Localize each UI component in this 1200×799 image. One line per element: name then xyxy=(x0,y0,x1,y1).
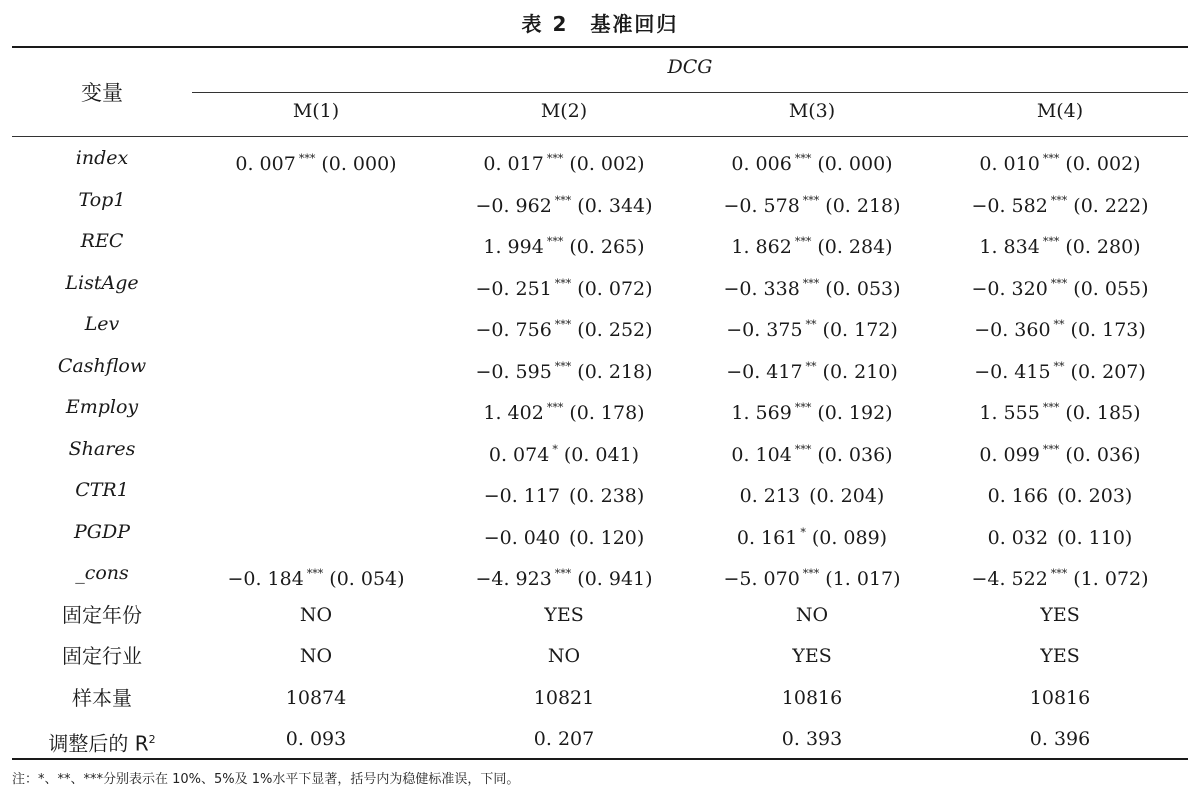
standard-error: (0. 002) xyxy=(569,153,645,175)
table-cell: 10816 xyxy=(1029,686,1091,709)
row-label: Top1 xyxy=(78,188,126,211)
table-cell xyxy=(440,221,688,263)
table-row xyxy=(12,636,1188,678)
coefficient: 0. 104 xyxy=(731,443,792,466)
table-cell: 10874 xyxy=(285,686,347,709)
table-cell xyxy=(440,180,688,222)
table-cell xyxy=(688,512,936,554)
table-row xyxy=(12,719,1188,761)
table-cell xyxy=(688,263,936,305)
table-cell xyxy=(192,470,440,512)
significance-stars: ** xyxy=(1053,318,1065,331)
table-cell xyxy=(440,263,688,305)
standard-error: (0. 203) xyxy=(1057,485,1133,507)
significance-stars: *** xyxy=(1042,152,1060,165)
row-label-text: 调整后的 R xyxy=(48,731,149,756)
row-label xyxy=(12,719,192,761)
table-cell xyxy=(936,304,1184,346)
table-cell xyxy=(688,470,936,512)
row-label: Cashflow xyxy=(57,354,147,377)
table-cell: 0. 207 xyxy=(533,728,595,750)
table-cell xyxy=(936,221,1184,263)
coefficient: −0. 040 xyxy=(483,526,561,549)
table-cell: 0. 396 xyxy=(1029,728,1091,750)
coefficient: 0. 213 xyxy=(739,485,801,507)
table-cell: 10816 xyxy=(781,686,843,709)
table-row xyxy=(12,470,1188,512)
table-cell: 0. 393 xyxy=(781,728,843,750)
significance-stars: *** xyxy=(802,276,820,290)
row-label-text: 固定年份 xyxy=(62,602,142,627)
table-cell: YES xyxy=(1040,603,1080,626)
coefficient: −0. 320 xyxy=(971,277,1048,300)
header-bottom-rule xyxy=(12,136,1188,137)
significance-stars: *** xyxy=(554,193,572,207)
table-cell: NO xyxy=(795,603,829,626)
standard-error: (1. 072) xyxy=(1073,568,1149,590)
coefficient: −4. 923 xyxy=(475,568,552,590)
row-label: Shares xyxy=(68,437,136,460)
table-cell xyxy=(192,263,440,305)
standard-error: (0. 280) xyxy=(1065,236,1141,258)
significance-stars: *** xyxy=(802,193,820,207)
row-label: REC xyxy=(80,230,124,252)
standard-error: (0. 265) xyxy=(569,236,645,258)
table-cell xyxy=(192,346,440,388)
coefficient: 1. 569 xyxy=(731,402,792,424)
significance-stars: *** xyxy=(1042,235,1060,248)
coefficient: −0. 962 xyxy=(475,194,552,217)
table-cell xyxy=(440,429,688,471)
row-label xyxy=(12,678,192,720)
coefficient: −0. 338 xyxy=(723,277,800,300)
coefficient: −0. 251 xyxy=(475,277,552,300)
significance-stars: ** xyxy=(805,359,817,373)
significance-stars: *** xyxy=(1042,442,1060,456)
significance-stars: *** xyxy=(794,401,812,414)
significance-stars: *** xyxy=(1042,401,1060,414)
table-cell xyxy=(936,553,1184,595)
table-cell xyxy=(688,387,936,429)
standard-error: (0. 178) xyxy=(569,402,645,424)
significance-stars: *** xyxy=(298,152,316,165)
coefficient: −5. 070 xyxy=(723,568,800,590)
significance-stars: * xyxy=(800,525,806,539)
table-cell xyxy=(440,387,688,429)
table-cell: 0. 093 xyxy=(285,728,347,750)
dependent-underline-rule xyxy=(192,92,1188,93)
coefficient: 0. 032 xyxy=(987,526,1049,549)
table-cell: NO xyxy=(299,603,333,626)
coefficient: −0. 578 xyxy=(723,194,800,217)
table-row xyxy=(12,346,1188,388)
table-cell xyxy=(440,304,688,346)
coefficient: 1. 862 xyxy=(731,236,792,258)
table-cell xyxy=(688,553,936,595)
standard-error: (0. 192) xyxy=(817,402,893,424)
table-row xyxy=(12,512,1188,554)
table-cell xyxy=(936,512,1184,554)
standard-error: (0. 000) xyxy=(321,153,397,175)
coefficient: 0. 010 xyxy=(979,153,1040,175)
standard-error: (0. 173) xyxy=(1070,319,1146,341)
standard-error: (0. 218) xyxy=(825,194,901,217)
significance-stars: *** xyxy=(554,567,572,580)
table-cell xyxy=(688,304,936,346)
significance-stars: *** xyxy=(554,276,572,290)
coefficient: −0. 117 xyxy=(483,485,561,507)
table-cell xyxy=(440,553,688,595)
table-row xyxy=(12,263,1188,305)
table-cell xyxy=(192,221,440,263)
table-cell xyxy=(440,470,688,512)
table-cell xyxy=(936,138,1184,180)
dependent-variable-header: DCG xyxy=(667,56,713,78)
standard-error: (0. 110) xyxy=(1057,526,1133,549)
coefficient: 0. 007 xyxy=(235,153,296,175)
significance-stars: *** xyxy=(802,567,820,580)
coefficient: 0. 017 xyxy=(483,153,544,175)
table-row xyxy=(12,387,1188,429)
significance-stars: *** xyxy=(306,567,324,580)
table-row xyxy=(12,221,1188,263)
table-cell xyxy=(440,512,688,554)
bottom-rule xyxy=(12,758,1188,760)
coefficient: −0. 417 xyxy=(726,360,803,383)
significance-stars: ** xyxy=(805,318,817,331)
row-label: ListAge xyxy=(65,271,139,294)
standard-error: (0. 252) xyxy=(577,319,653,341)
table-cell: YES xyxy=(544,603,584,626)
table-cell xyxy=(688,221,936,263)
coefficient: −0. 415 xyxy=(974,360,1051,383)
significance-stars: *** xyxy=(794,442,812,456)
significance-stars: *** xyxy=(546,401,564,414)
table-cell xyxy=(192,512,440,554)
significance-stars: *** xyxy=(546,235,564,248)
standard-error: (0. 036) xyxy=(817,443,893,466)
coefficient: 0. 161 xyxy=(736,526,798,549)
standard-error: (0. 000) xyxy=(817,153,893,175)
standard-error: (0. 053) xyxy=(825,277,901,300)
significance-stars: *** xyxy=(1050,193,1068,207)
table-cell: 10821 xyxy=(533,686,595,709)
table-row xyxy=(12,595,1188,637)
coefficient: 1. 402 xyxy=(483,402,544,424)
table-cell xyxy=(192,180,440,222)
row-label: _cons xyxy=(75,562,129,584)
significance-stars: *** xyxy=(554,318,572,331)
standard-error: (0. 344) xyxy=(577,194,653,217)
coefficient: 0. 006 xyxy=(731,153,792,175)
coefficient: −0. 360 xyxy=(974,319,1051,341)
table-cell: YES xyxy=(792,645,832,667)
standard-error: (0. 055) xyxy=(1073,277,1149,300)
variable-header: 变量 xyxy=(81,81,123,105)
standard-error: (0. 089) xyxy=(811,526,888,549)
standard-error: (1. 017) xyxy=(825,568,901,590)
standard-error: (0. 002) xyxy=(1065,153,1141,175)
standard-error: (0. 036) xyxy=(1065,443,1141,466)
row-label: Lev xyxy=(84,313,120,335)
coefficient: −0. 595 xyxy=(475,360,552,383)
significance-stars: ** xyxy=(1053,359,1065,373)
table-cell xyxy=(936,263,1184,305)
coefficient: 0. 074 xyxy=(488,443,550,466)
row-label xyxy=(12,636,192,678)
model-header-1: M(1) xyxy=(292,100,340,122)
standard-error: (0. 204) xyxy=(809,485,885,507)
row-label: PGDP xyxy=(74,520,130,543)
table-cell xyxy=(192,553,440,595)
standard-error: (0. 172) xyxy=(822,319,898,341)
standard-error: (0. 185) xyxy=(1065,402,1141,424)
table-row xyxy=(12,304,1188,346)
table-cell xyxy=(688,180,936,222)
row-label-text: 样本量 xyxy=(72,685,132,710)
row-label-text: 固定行业 xyxy=(62,644,142,668)
table-note: 注：*、**、***分别表示在 10%、5%及 1%水平下显著，括号内为稳健标准误，下同。 xyxy=(12,772,520,787)
table-cell xyxy=(936,346,1184,388)
significance-stars: *** xyxy=(1050,567,1068,580)
standard-error: (0. 238) xyxy=(569,485,645,507)
significance-stars: *** xyxy=(554,359,572,373)
coefficient: 0. 166 xyxy=(987,485,1049,507)
standard-error: (0. 218) xyxy=(577,360,653,383)
table-row xyxy=(12,553,1188,595)
table-cell xyxy=(688,138,936,180)
significance-stars: *** xyxy=(794,235,812,248)
table-title: 表 2 基准回归 xyxy=(521,12,679,36)
standard-error: (0. 041) xyxy=(563,443,640,466)
coefficient: −4. 522 xyxy=(971,568,1048,590)
table-row xyxy=(12,678,1188,720)
coefficient: 1. 555 xyxy=(979,402,1040,424)
table-cell xyxy=(936,180,1184,222)
coefficient: −0. 582 xyxy=(971,194,1048,217)
row-label-superscript: 2 xyxy=(148,733,156,746)
model-header-3: M(3) xyxy=(788,100,836,122)
row-label: index xyxy=(75,147,129,169)
row-label: Employ xyxy=(65,396,139,418)
coefficient: 1. 834 xyxy=(979,236,1040,258)
significance-stars: *** xyxy=(1050,276,1068,290)
row-label xyxy=(12,595,192,637)
standard-error: (0. 207) xyxy=(1070,360,1146,383)
standard-error: (0. 284) xyxy=(817,236,893,258)
model-header-4: M(4) xyxy=(1036,100,1084,122)
table-cell: YES xyxy=(1040,645,1080,667)
table-row xyxy=(12,429,1188,471)
coefficient: 0. 099 xyxy=(979,443,1040,466)
model-header-2: M(2) xyxy=(540,100,588,122)
table-cell xyxy=(192,138,440,180)
table-cell xyxy=(936,429,1184,471)
table-cell xyxy=(192,387,440,429)
table-cell: NO xyxy=(299,645,333,667)
row-label: CTR1 xyxy=(75,479,129,501)
standard-error: (0. 222) xyxy=(1073,194,1149,217)
standard-error: (0. 120) xyxy=(569,526,645,549)
table-cell xyxy=(688,346,936,388)
table-cell xyxy=(688,429,936,471)
significance-stars: * xyxy=(552,442,558,456)
table-cell xyxy=(440,346,688,388)
coefficient: 1. 994 xyxy=(483,236,544,258)
standard-error: (0. 072) xyxy=(577,277,653,300)
table-cell xyxy=(936,470,1184,512)
coefficient: −0. 375 xyxy=(726,319,803,341)
significance-stars: *** xyxy=(794,152,812,165)
standard-error: (0. 941) xyxy=(577,568,653,590)
table-cell xyxy=(192,429,440,471)
coefficient: −0. 184 xyxy=(227,568,304,590)
standard-error: (0. 210) xyxy=(822,360,898,383)
table-cell xyxy=(440,138,688,180)
significance-stars: *** xyxy=(546,152,564,165)
table-row xyxy=(12,180,1188,222)
standard-error: (0. 054) xyxy=(329,568,405,590)
table-row xyxy=(12,138,1188,180)
table-cell xyxy=(936,387,1184,429)
coefficient: −0. 756 xyxy=(475,319,552,341)
table-cell: NO xyxy=(547,645,581,667)
table-cell xyxy=(192,304,440,346)
